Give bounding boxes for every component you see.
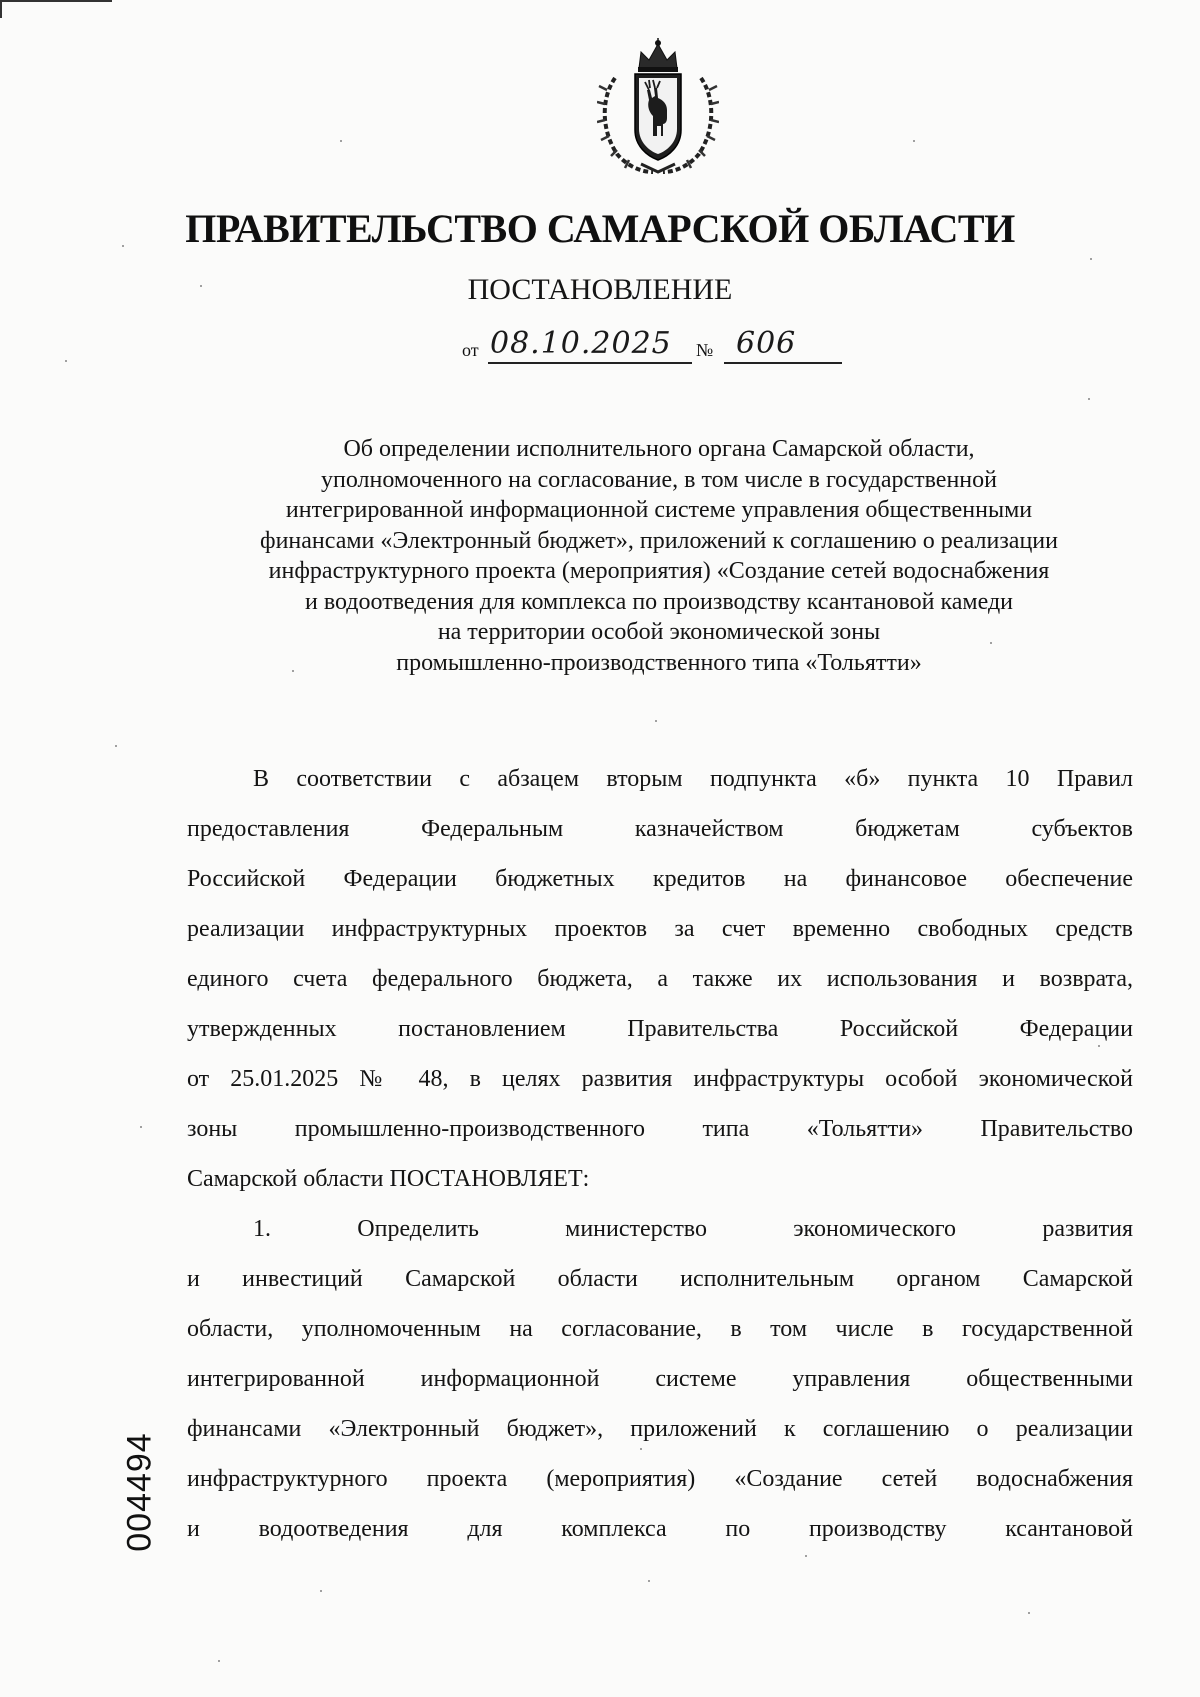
scan-speck — [913, 140, 915, 142]
document-type: ПОСТАНОВЛЕНИЕ — [467, 273, 733, 306]
body-line: предоставления Федеральным казначейством бюджетам субъектов — [187, 816, 1133, 842]
body-line: области, уполномоченным на согласование, в том числе в государственной — [187, 1316, 1133, 1342]
subject-line: и водоотведения для комплекса по производству ксантановой камеди — [304, 588, 1014, 615]
government-title: ПРАВИТЕЛЬСТВО САМАРСКОЙ ОБЛАСТИ — [185, 206, 1015, 251]
handwritten-number: 606 — [736, 326, 797, 361]
scan-speck — [655, 720, 657, 722]
scan-speck — [1028, 1612, 1030, 1614]
subject-line: уполномоченного на согласование, в том числе в государственной — [321, 466, 997, 493]
document-serial-number — [118, 1432, 162, 1552]
scan-speck — [320, 1590, 322, 1592]
body-line: Самарской области ПОСТАНОВЛЯЕТ: — [187, 1166, 590, 1192]
body-line: В соответствии с абзацем вторым подпункта «б» пункта 10 Правил — [253, 766, 1133, 792]
subject-line: Об определении исполнительного органа Самарской области, — [343, 436, 975, 462]
body-line: 1. Определить министерство экономического развития — [253, 1216, 1133, 1242]
scan-speck — [805, 1555, 807, 1557]
body-line: финансами «Электронный бюджет», приложений к соглашению о реализации — [187, 1416, 1133, 1442]
coat-of-arms-emblem — [597, 38, 719, 176]
body-line: реализации инфраструктурных проектов за счет временно свободных средств — [187, 916, 1133, 942]
subject-line: на территории особой экономической зоны — [437, 619, 881, 645]
body-line: инфраструктурного проекта (мероприятия) «Создание сетей водоснабжения — [187, 1466, 1133, 1492]
body-line: Российской Федерации бюджетных кредитов на финансовое обеспечение — [187, 866, 1133, 892]
number-underline — [724, 362, 842, 364]
scan-speck — [648, 1580, 650, 1582]
body-line: от 25.01.2025 № 48, в целях развития инфраструктуры особой экономической — [187, 1066, 1133, 1092]
subject-line: финансами «Электронный бюджет», приложений к соглашению о реализации — [260, 527, 1058, 554]
number-prefix: № — [696, 340, 714, 360]
subject-line: промышленно-производственного типа «Тольятти» — [396, 649, 922, 676]
date-number-line — [462, 328, 862, 368]
scan-corner-line — [0, 0, 112, 2]
subject-line: интегрированной информационной системе управления общественными — [285, 497, 1033, 523]
scan-speck — [640, 1448, 642, 1450]
serial-number-text: 004494 — [120, 1432, 159, 1552]
scan-speck — [140, 1126, 142, 1128]
body-line: и инвестиций Самарской области исполнительным органом Самарской — [187, 1266, 1133, 1292]
body-line: единого счета федерального бюджета, а также их использования и возврата, — [187, 966, 1133, 992]
scan-speck — [65, 360, 67, 362]
resolution-subject — [180, 434, 1138, 678]
scan-speck — [218, 1660, 220, 1662]
handwritten-date: 08.10.2025 — [490, 326, 672, 361]
scan-speck — [340, 140, 342, 142]
body-line: утвержденных постановлением Правительства Российской Федерации — [187, 1016, 1133, 1042]
body-line: интегрированной информационной системе управления общественными — [187, 1366, 1133, 1392]
date-underline — [488, 362, 692, 364]
body-line: и водоотведения для комплекса по производству ксантановой — [187, 1516, 1133, 1542]
scan-speck — [1090, 258, 1092, 260]
scan-speck — [115, 745, 117, 747]
scan-speck — [1088, 398, 1090, 400]
date-prefix: от — [462, 340, 479, 360]
body-line: зоны промышленно-производственного типа «Тольятти» Правительство — [187, 1116, 1133, 1142]
scan-corner-line — [0, 0, 2, 18]
subject-line: инфраструктурного проекта (мероприятия) «Создание сетей водоснабжения — [268, 558, 1050, 584]
